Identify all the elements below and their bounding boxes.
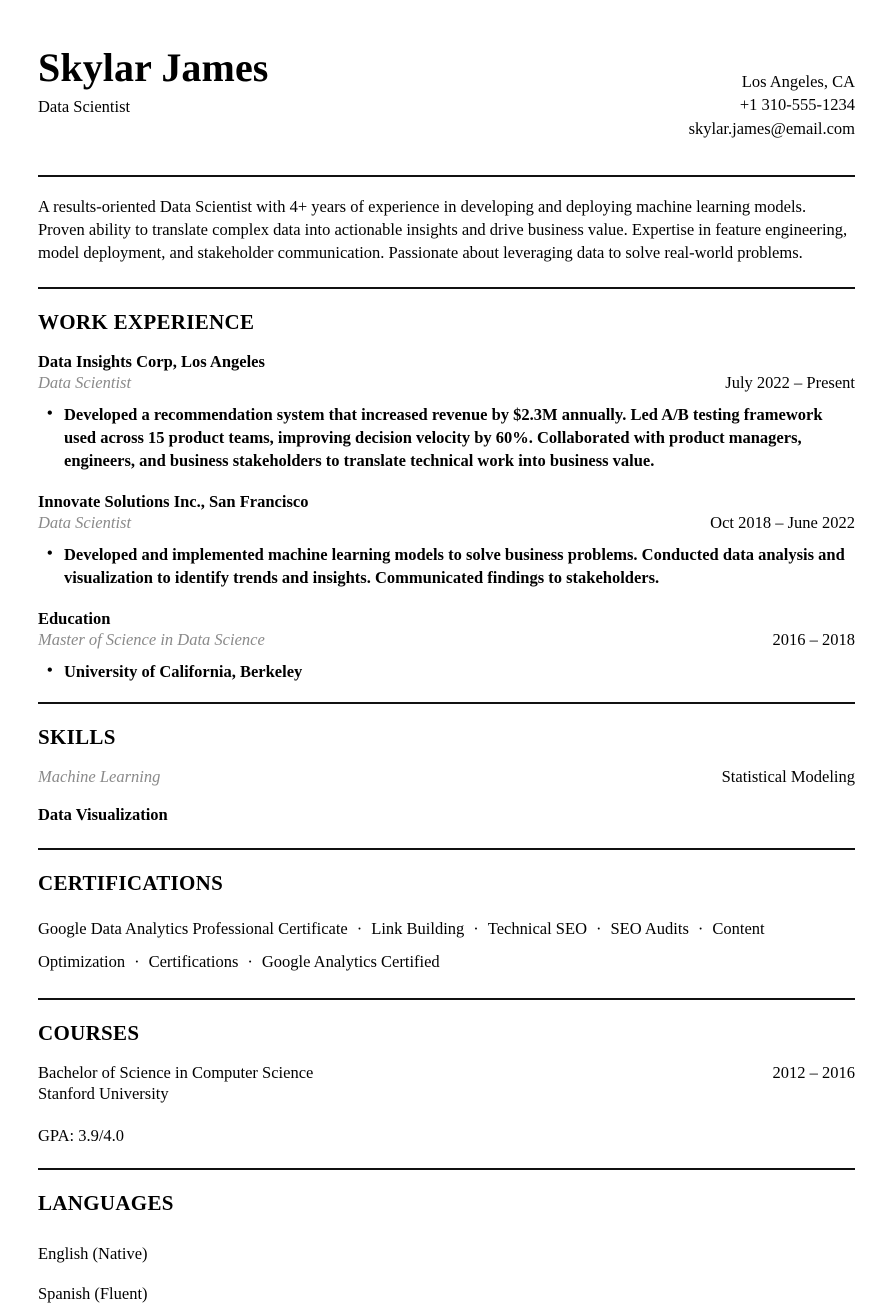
section-title-languages: LANGUAGES (38, 1191, 174, 1216)
entry-organization: Data Insights Corp, Los Angeles (38, 351, 265, 371)
entry-bullet-list (38, 661, 855, 684)
section-title-courses: COURSES (38, 1020, 140, 1045)
section-work-experience (38, 310, 855, 685)
section-title-certifications: CERTIFICATIONS (38, 870, 224, 895)
skill-item-data-visualization: Data Visualization (38, 804, 168, 824)
skill-item-machine-learning: Machine Learning (38, 767, 161, 787)
divider-certifications (38, 998, 855, 1000)
course-gpa: GPA: 3.9/4.0 (38, 1125, 125, 1145)
certification-item: Certifications (148, 951, 239, 971)
experience-entry (38, 491, 855, 590)
bullet-item: • Developed and implemented machine learning models to solve business problems. Conducted data analysis and visualization to identify trends and insights. Communicated findings to stakeholders. (38, 544, 855, 590)
entry-job-title: Data Scientist (38, 512, 132, 532)
contact-block (689, 46, 855, 140)
experience-entry (38, 351, 855, 473)
candidate-role: Data Scientist (38, 96, 131, 116)
contact-phone[interactable]: +1 310-555-1234 (739, 95, 855, 115)
professional-summary: A results-oriented Data Scientist with 4+ years of experience in developing and deploying machine learning models. Proven ability to translate complex data into actionable insights and drive business value. Expertise in feature engineering, model deployment, and stakeholder communication. Passionate about leveraging data to solve real-world problems. (38, 197, 848, 263)
bullet-item: • University of California, Berkeley (38, 661, 855, 684)
certification-item: Link Building (371, 918, 465, 938)
section-title-work-experience: WORK EXPERIENCE (38, 309, 255, 334)
candidate-name: Skylar James (38, 45, 269, 90)
section-languages (38, 1191, 855, 1304)
entry-date-range: Oct 2018 – June 2022 (710, 512, 855, 532)
course-school: Stanford University (38, 1084, 169, 1104)
separator-dot-icon: · (134, 951, 140, 971)
language-item: English (Native) (38, 1244, 148, 1264)
contact-email[interactable]: skylar.james@email.com (688, 118, 855, 138)
bullet-item: • Developed a recommendation system that increased revenue by $2.3M annually. Led A/B testing framework used across 15 product teams, improving decision velocity by 60%. Collaborated with product managers, engineers, and business stakeholders to translate technical work into business value. (38, 404, 855, 472)
entry-bullet-list (38, 544, 855, 590)
certification-item: Technical SEO (487, 918, 587, 938)
separator-dot-icon: · (473, 918, 479, 938)
entry-title-row (38, 512, 855, 534)
entry-organization: Education (38, 608, 111, 628)
language-item: Spanish (Fluent) (38, 1283, 148, 1303)
contact-location: Los Angeles, CA (741, 72, 855, 91)
divider-work-experience (38, 702, 855, 704)
separator-dot-icon: · (356, 918, 363, 938)
divider-courses (38, 1168, 855, 1170)
certification-item: Google Analytics Certified (261, 951, 440, 971)
section-courses (38, 1021, 855, 1146)
entry-date-range: July 2022 – Present (725, 372, 855, 392)
course-date-range: 2012 – 2016 (772, 1062, 855, 1082)
entry-title-row (38, 372, 855, 394)
skills-row (38, 766, 855, 788)
education-entry (38, 608, 855, 684)
course-degree: Bachelor of Science in Computer Science (38, 1062, 314, 1082)
course-entry-row (38, 1062, 855, 1083)
section-title-skills: SKILLS (38, 725, 116, 750)
entry-bullet-list (38, 404, 855, 472)
skill-item-statistical-modeling: Statistical Modeling (721, 767, 855, 787)
certification-item: Google Data Analytics Professional Certificate (38, 918, 348, 938)
certification-item: Content Optimization (38, 918, 765, 971)
divider-skills (38, 848, 855, 850)
entry-date-range: 2016 – 2018 (772, 630, 855, 650)
separator-dot-icon: · (595, 918, 602, 938)
identity-block (38, 46, 268, 117)
entry-title-row (38, 629, 855, 651)
resume-header (38, 0, 855, 140)
separator-dot-icon: · (697, 918, 704, 938)
separator-dot-icon: · (247, 951, 253, 971)
section-skills (38, 725, 855, 826)
divider-header (38, 175, 855, 177)
section-certifications (38, 871, 855, 978)
certification-list (38, 912, 778, 978)
entry-organization: Innovate Solutions Inc., San Francisco (38, 491, 309, 511)
entry-job-title: Data Scientist (38, 372, 132, 392)
entry-degree-title: Master of Science in Data Science (38, 630, 265, 650)
divider-summary (38, 287, 855, 289)
certification-item: SEO Audits (610, 918, 689, 938)
